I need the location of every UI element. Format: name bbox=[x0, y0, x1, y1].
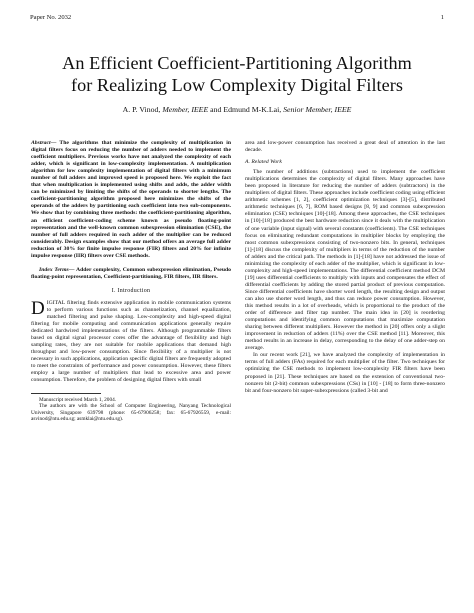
index-terms-dash: — bbox=[68, 266, 75, 273]
abstract bbox=[31, 140, 231, 260]
intro-paragraph bbox=[31, 297, 231, 385]
index-terms bbox=[31, 267, 231, 281]
intro-text: IGITAL filtering finds extensive application in mobile communication systems to perform various functions such as channelization, channel equalization, matched filtering and pulse shaping. Low-complexity and high-speed digital filtering for mobile computing and communication applications generally require dedicated hardwired implementations of the filters. Although programmable filters based on digital signal processor cores offer the advantage of flexibility and high sampling rates, they are not suitable for mobile applications that demand high throughput and low-power consumption. Since flexibility of a multiplier is not necessary in such applications, application specific digital filters are frequently adopted to meet the constraints of performance and power consumption. However, these filters employ a large number of multipliers that lead to excessive area and power consumption. Therefore, the problem of designing digital filters with small bbox=[31, 299, 231, 384]
footnotes bbox=[31, 397, 231, 423]
left-column bbox=[31, 140, 231, 423]
continuation-paragraph: area and low-power consumption has received a great deal of attention in the last decade. bbox=[245, 140, 445, 154]
author-line bbox=[20, 105, 454, 114]
index-terms-text: Adder complexity, Common subexpression elimination, Pseudo floating-point representation, Coefficient-partitioning, FIR filters, IIR filters. bbox=[31, 266, 231, 280]
footnote-received: Manuscript received March 1, 2004. bbox=[39, 396, 117, 403]
abstract-label: Abstract bbox=[31, 140, 51, 146]
page-number: 1 bbox=[440, 14, 444, 21]
footnote-affiliation: The authors are with the School of Computer Engineering, Nanyang Technological University, Singapore 639798 (phone: 65-67906258; fax: 65-67926559, e-mail: asvinod@ntu.edu.sg; asmklai@ntu.edu.sg). bbox=[31, 403, 231, 423]
abstract-dash: — bbox=[50, 140, 57, 146]
subsection-heading-related-work: A. Related Work bbox=[245, 159, 282, 166]
drop-cap: D bbox=[31, 297, 45, 319]
author-1-name: A. P. Vinod, bbox=[122, 105, 161, 114]
related-work-paragraph-1: The number of additions (subtractions) used to implement the coefficient multiplications determines the complexity of digital filters. Many approaches have been proposed in literature for reducing the number of adders (subtractors) in the multipliers of digital filters. These approaches include coefficient coding using efficient arithmetic schemes [1, 2], coefficient optimization techniques [3]-[5], distributed arithmetic techniques [6, 7], ROM based designs [8, 9] and common subexpression elimination (CSE) techniques [10]-[18]. Among these approaches, the CSE techniques in [10]-[18] produced the best hardware reduction since it deals with the multiplication of one variable (input signal) with several constants (coefficients). The CSE techniques focus on eliminating redundant computations in multiplier blocks by employing the most common subexpressions consisting of two-nonzero bits. In general, techniques [1]-[18] discuss the complexity of multipliers in terms of the reduction of the number of adders and the critical path. The methods in [1]-[18] have not addressed the issue of minimizing the complexity of each adder of the multiplier, which is significant in low-complexity and high-speed implementations. The differential coefficient method DCM [19] uses differential coefficients to multiply with inputs and compensates the effect of differential coefficients by adding the stored partial product of previous computation. Since differential coefficients have shorter word length, the resulting design and output can also use shorter word length, and thus can reduce power consumption. However, this method results in a lot of overheads, which is proportional to the product of the order of difference and filter tap number. The main idea in [20] is reordering computations and identifying common computations that maximize computation sharing between different multipliers. However the method in [20] offers only a slight improvement in reduction of adders (11%) over the CSE method [11]. Moreover, this method results in an increase in delay, corresponding to the delay of one adder-step on average. bbox=[245, 169, 445, 352]
title-line-2: for Realizing Low Complexity Digital Filters bbox=[70, 75, 404, 95]
footnote-divider bbox=[31, 393, 101, 394]
title-line-1: An Efficient Coefficient-Partitioning Algorithm bbox=[62, 53, 412, 73]
section-heading-introduction: I. Introduction bbox=[111, 287, 151, 294]
abstract-text: The algorithms that minimize the complexity of multiplication in digital filters focus on reducing the number of adders needed to implement the coefficient multipliers. Previous works have not analyzed the complexity of each adder, which is significant in low-complexity implementation. A multiplication algorithm for low complexity implementation of digital filters with a minimum number of full adders and improved speed is proposed here. We exploit the fact that when multiplication is implemented using shifts and adds, the adder width can be minimized by limiting the shifts of the operands to shorter lengths. The coefficient-partitioning algorithm proposed here minimizes the shifts of the operands of the adders by partitioning each coefficient into two sub-components. We show that by combining three methods: the coefficient-partitioning algorithm, an efficient coefficient-coding scheme known as pseudo floating-point representation and the well-known common subexpression elimination (CSE), the number of full adders required in each adder of the multiplier can be reduced considerably. Design examples show that our method offers an average full adder reduction of 30% for finite impulse response (FIR) filters and 20% for infinite impulse response (IIR) filters over CSE methods. bbox=[31, 140, 231, 259]
running-header bbox=[30, 14, 444, 24]
author-2-name: and Edmund M-K.Lai, bbox=[210, 105, 282, 114]
author-1-role: Member, IEEE bbox=[162, 105, 209, 114]
paper-number: Paper No. 2032 bbox=[30, 14, 72, 21]
paper-title bbox=[20, 52, 454, 96]
index-terms-label: Index Terms bbox=[39, 266, 69, 273]
right-column bbox=[245, 140, 445, 395]
author-2-role: Senior Member, IEEE bbox=[283, 105, 352, 114]
related-work-paragraph-2: In our recent work [21], we have analyzed the complexity of implementation in terms of full adders (FAs) required for each multiplier of the filter. Two techniques for optimizing the CSE methods to implement low-complexity FIR filters have been proposed in [21]. These techniques are based on the extension of conventional two-nonzero bit (2-bit) common subexpressions (CSs) in [10] - [18] to form three-nonzero bit and four-nonzero bit super-subexpressions (called 3-bit and bbox=[245, 352, 445, 394]
